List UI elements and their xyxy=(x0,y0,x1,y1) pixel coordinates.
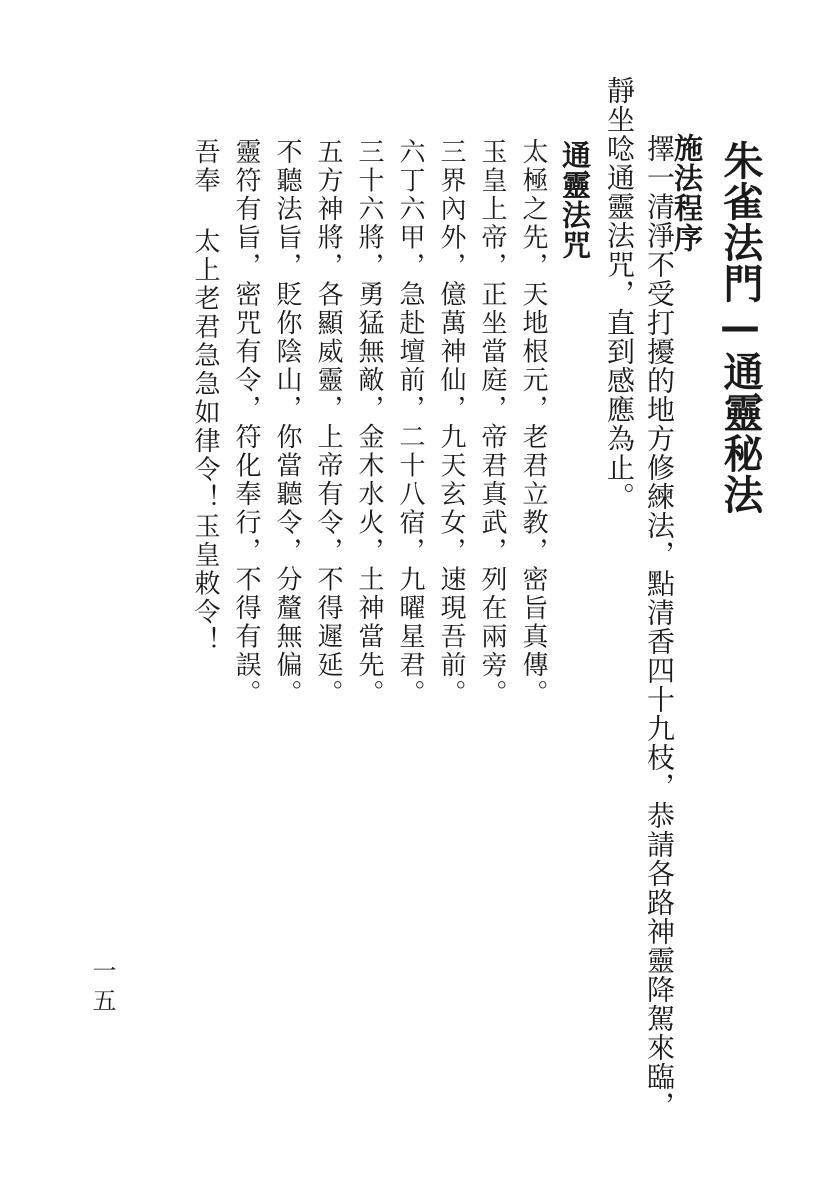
mantra-line-5: 三十六將，勇猛無敵，金木水火，土神當先。 xyxy=(354,138,384,708)
mantra-line-2: 玉皇上帝，正坐當庭，帝君真武，列在兩旁。 xyxy=(477,138,507,708)
mantra-line-8: 靈符有旨，密咒有令，符化奉行，不得有誤。 xyxy=(231,138,261,708)
mantra-line-1: 太極之先，天地根元，老君立教，密旨真傳。 xyxy=(518,138,548,708)
procedure-heading: 施法程序 xyxy=(670,133,704,253)
mantra-line-6: 五方神將，各顯威靈，上帝有令，不得遲延。 xyxy=(313,138,343,708)
mantra-line-7: 不聽法旨，貶你陰山，你當聽令，分釐無偏。 xyxy=(272,138,302,708)
page-number: 一五 xyxy=(88,958,116,1018)
page-title: 朱雀法門—通靈秘法 xyxy=(717,140,763,515)
mantra-line-3: 三界內外，億萬神仙，九天玄女，速現吾前。 xyxy=(436,138,466,708)
mantra-line-4: 六丁六甲，急赴壇前，二十八宿，九曜星君。 xyxy=(395,138,425,708)
procedure-line-2: 靜坐唸通靈法咒，直到感應為止。 xyxy=(603,76,636,511)
mantra-line-9: 吾奉 太上老君急急如律令！玉皇敕令！ xyxy=(190,138,220,655)
mantra-heading: 通靈法咒 xyxy=(558,140,592,260)
procedure-line-1: 擇一清淨不受打擾的地方修練法，點清香四十九枝，恭請各路神靈降駕來臨， xyxy=(643,134,676,1120)
